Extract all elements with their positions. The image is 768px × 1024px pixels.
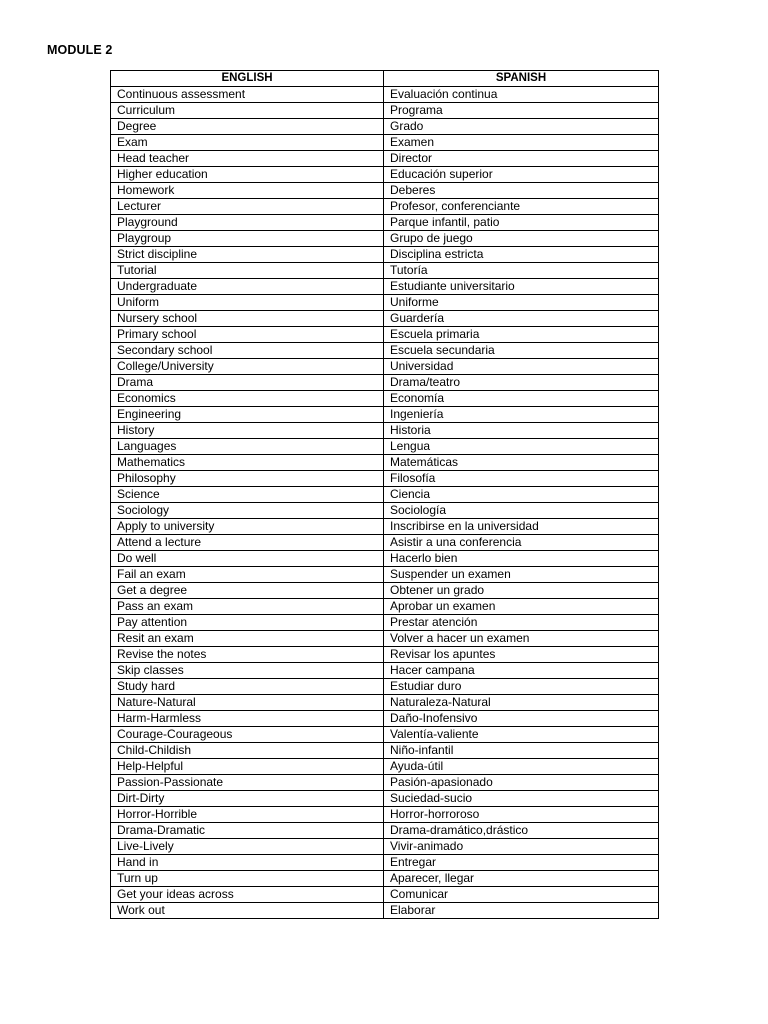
english-term-cell: Playgroup (111, 231, 384, 247)
spanish-term-cell: Daño-Inofensivo (384, 711, 659, 727)
english-term-cell: Apply to university (111, 519, 384, 535)
table-row (111, 279, 659, 295)
english-term-cell: Uniform (111, 295, 384, 311)
spanish-term-cell: Parque infantil, patio (384, 215, 659, 231)
table-row (111, 551, 659, 567)
english-term-cell: College/University (111, 359, 384, 375)
english-term-cell: Pass an exam (111, 599, 384, 615)
spanish-term-cell: Aparecer, llegar (384, 871, 659, 887)
spanish-term-cell: Deberes (384, 183, 659, 199)
english-term-cell: Engineering (111, 407, 384, 423)
english-term-cell: History (111, 423, 384, 439)
english-term-cell: Mathematics (111, 455, 384, 471)
table-row (111, 791, 659, 807)
table-row (111, 711, 659, 727)
english-term-cell: Resit an exam (111, 631, 384, 647)
spanish-term-cell: Director (384, 151, 659, 167)
spanish-term-cell: Uniforme (384, 295, 659, 311)
table-row (111, 119, 659, 135)
column-header-english: ENGLISH (111, 71, 384, 87)
spanish-term-cell: Disciplina estricta (384, 247, 659, 263)
table-row (111, 439, 659, 455)
english-term-cell: Degree (111, 119, 384, 135)
table-row (111, 263, 659, 279)
spanish-term-cell: Historia (384, 423, 659, 439)
vocabulary-table (110, 70, 659, 919)
english-term-cell: Dirt-Dirty (111, 791, 384, 807)
english-term-cell: Drama-Dramatic (111, 823, 384, 839)
table-row (111, 471, 659, 487)
english-term-cell: Skip classes (111, 663, 384, 679)
spanish-term-cell: Revisar los apuntes (384, 647, 659, 663)
english-term-cell: Homework (111, 183, 384, 199)
table-row (111, 871, 659, 887)
english-term-cell: Study hard (111, 679, 384, 695)
table-row (111, 743, 659, 759)
table-row (111, 247, 659, 263)
english-term-cell: Sociology (111, 503, 384, 519)
table-row (111, 199, 659, 215)
english-term-cell: Help-Helpful (111, 759, 384, 775)
table-row (111, 839, 659, 855)
table-row (111, 855, 659, 871)
table-body (111, 87, 659, 919)
table-row (111, 487, 659, 503)
table-row (111, 423, 659, 439)
spanish-term-cell: Guardería (384, 311, 659, 327)
spanish-term-cell: Lengua (384, 439, 659, 455)
table-row (111, 407, 659, 423)
english-term-cell: Get your ideas across (111, 887, 384, 903)
english-term-cell: Courage-Courageous (111, 727, 384, 743)
table-row (111, 615, 659, 631)
table-row (111, 327, 659, 343)
table-row (111, 231, 659, 247)
table-row (111, 167, 659, 183)
table-row (111, 727, 659, 743)
english-term-cell: Nursery school (111, 311, 384, 327)
table-row (111, 455, 659, 471)
table-row (111, 87, 659, 103)
spanish-term-cell: Hacerlo bien (384, 551, 659, 567)
spanish-term-cell: Suspender un examen (384, 567, 659, 583)
spanish-term-cell: Drama-dramático,drástico (384, 823, 659, 839)
english-term-cell: Live-Lively (111, 839, 384, 855)
english-term-cell: Primary school (111, 327, 384, 343)
spanish-term-cell: Ciencia (384, 487, 659, 503)
spanish-term-cell: Estudiante universitario (384, 279, 659, 295)
spanish-term-cell: Volver a hacer un examen (384, 631, 659, 647)
spanish-term-cell: Tutoría (384, 263, 659, 279)
spanish-term-cell: Elaborar (384, 903, 659, 919)
english-term-cell: Secondary school (111, 343, 384, 359)
english-term-cell: Economics (111, 391, 384, 407)
spanish-term-cell: Entregar (384, 855, 659, 871)
spanish-term-cell: Evaluación continua (384, 87, 659, 103)
english-term-cell: Horror-Horrible (111, 807, 384, 823)
table-row (111, 311, 659, 327)
spanish-term-cell: Aprobar un examen (384, 599, 659, 615)
english-term-cell: Revise the notes (111, 647, 384, 663)
table-row (111, 807, 659, 823)
english-term-cell: Playground (111, 215, 384, 231)
spanish-term-cell: Matemáticas (384, 455, 659, 471)
spanish-term-cell: Valentía-valiente (384, 727, 659, 743)
english-term-cell: Strict discipline (111, 247, 384, 263)
table-row (111, 631, 659, 647)
english-term-cell: Drama (111, 375, 384, 391)
english-term-cell: Curriculum (111, 103, 384, 119)
english-term-cell: Fail an exam (111, 567, 384, 583)
table-row (111, 599, 659, 615)
table-row (111, 359, 659, 375)
english-term-cell: Languages (111, 439, 384, 455)
english-term-cell: Science (111, 487, 384, 503)
table-row (111, 663, 659, 679)
table-row (111, 775, 659, 791)
spanish-term-cell: Educación superior (384, 167, 659, 183)
table-row (111, 823, 659, 839)
spanish-term-cell: Asistir a una conferencia (384, 535, 659, 551)
table-row (111, 759, 659, 775)
english-term-cell: Lecturer (111, 199, 384, 215)
spanish-term-cell: Niño-infantil (384, 743, 659, 759)
spanish-term-cell: Naturaleza-Natural (384, 695, 659, 711)
column-header-spanish: SPANISH (384, 71, 659, 87)
table-row (111, 103, 659, 119)
table-row (111, 647, 659, 663)
table-row (111, 391, 659, 407)
spanish-term-cell: Pasión-apasionado (384, 775, 659, 791)
spanish-term-cell: Hacer campana (384, 663, 659, 679)
table-row (111, 295, 659, 311)
english-term-cell: Exam (111, 135, 384, 151)
spanish-term-cell: Universidad (384, 359, 659, 375)
english-term-cell: Child-Childish (111, 743, 384, 759)
english-term-cell: Head teacher (111, 151, 384, 167)
spanish-term-cell: Drama/teatro (384, 375, 659, 391)
spanish-term-cell: Suciedad-sucio (384, 791, 659, 807)
spanish-term-cell: Horror-horroroso (384, 807, 659, 823)
english-term-cell: Tutorial (111, 263, 384, 279)
english-term-cell: Passion-Passionate (111, 775, 384, 791)
table-row (111, 679, 659, 695)
table-row (111, 183, 659, 199)
spanish-term-cell: Vivir-animado (384, 839, 659, 855)
spanish-term-cell: Escuela secundaria (384, 343, 659, 359)
english-term-cell: Continuous assessment (111, 87, 384, 103)
spanish-term-cell: Escuela primaria (384, 327, 659, 343)
spanish-term-cell: Ayuda-útil (384, 759, 659, 775)
english-term-cell: Philosophy (111, 471, 384, 487)
spanish-term-cell: Grado (384, 119, 659, 135)
english-term-cell: Attend a lecture (111, 535, 384, 551)
english-term-cell: Pay attention (111, 615, 384, 631)
spanish-term-cell: Filosofía (384, 471, 659, 487)
english-term-cell: Get a degree (111, 583, 384, 599)
table-row (111, 503, 659, 519)
spanish-term-cell: Grupo de juego (384, 231, 659, 247)
table-row (111, 135, 659, 151)
spanish-term-cell: Economía (384, 391, 659, 407)
table-row (111, 535, 659, 551)
english-term-cell: Do well (111, 551, 384, 567)
table-row (111, 903, 659, 919)
document-title: MODULE 2 (47, 43, 113, 57)
spanish-term-cell: Examen (384, 135, 659, 151)
english-term-cell: Hand in (111, 855, 384, 871)
spanish-term-cell: Profesor, conferenciante (384, 199, 659, 215)
spanish-term-cell: Obtener un grado (384, 583, 659, 599)
spanish-term-cell: Sociología (384, 503, 659, 519)
spanish-term-cell: Ingeniería (384, 407, 659, 423)
english-term-cell: Work out (111, 903, 384, 919)
table-row (111, 343, 659, 359)
table-row (111, 583, 659, 599)
spanish-term-cell: Estudiar duro (384, 679, 659, 695)
table-row (111, 375, 659, 391)
spanish-term-cell: Inscribirse en la universidad (384, 519, 659, 535)
spanish-term-cell: Programa (384, 103, 659, 119)
table-row (111, 519, 659, 535)
table-header-row (111, 71, 659, 87)
table-row (111, 215, 659, 231)
table-row (111, 887, 659, 903)
table-row (111, 695, 659, 711)
spanish-term-cell: Prestar atención (384, 615, 659, 631)
spanish-term-cell: Comunicar (384, 887, 659, 903)
table-row (111, 567, 659, 583)
english-term-cell: Nature-Natural (111, 695, 384, 711)
table-row (111, 151, 659, 167)
english-term-cell: Harm-Harmless (111, 711, 384, 727)
english-term-cell: Undergraduate (111, 279, 384, 295)
english-term-cell: Turn up (111, 871, 384, 887)
english-term-cell: Higher education (111, 167, 384, 183)
